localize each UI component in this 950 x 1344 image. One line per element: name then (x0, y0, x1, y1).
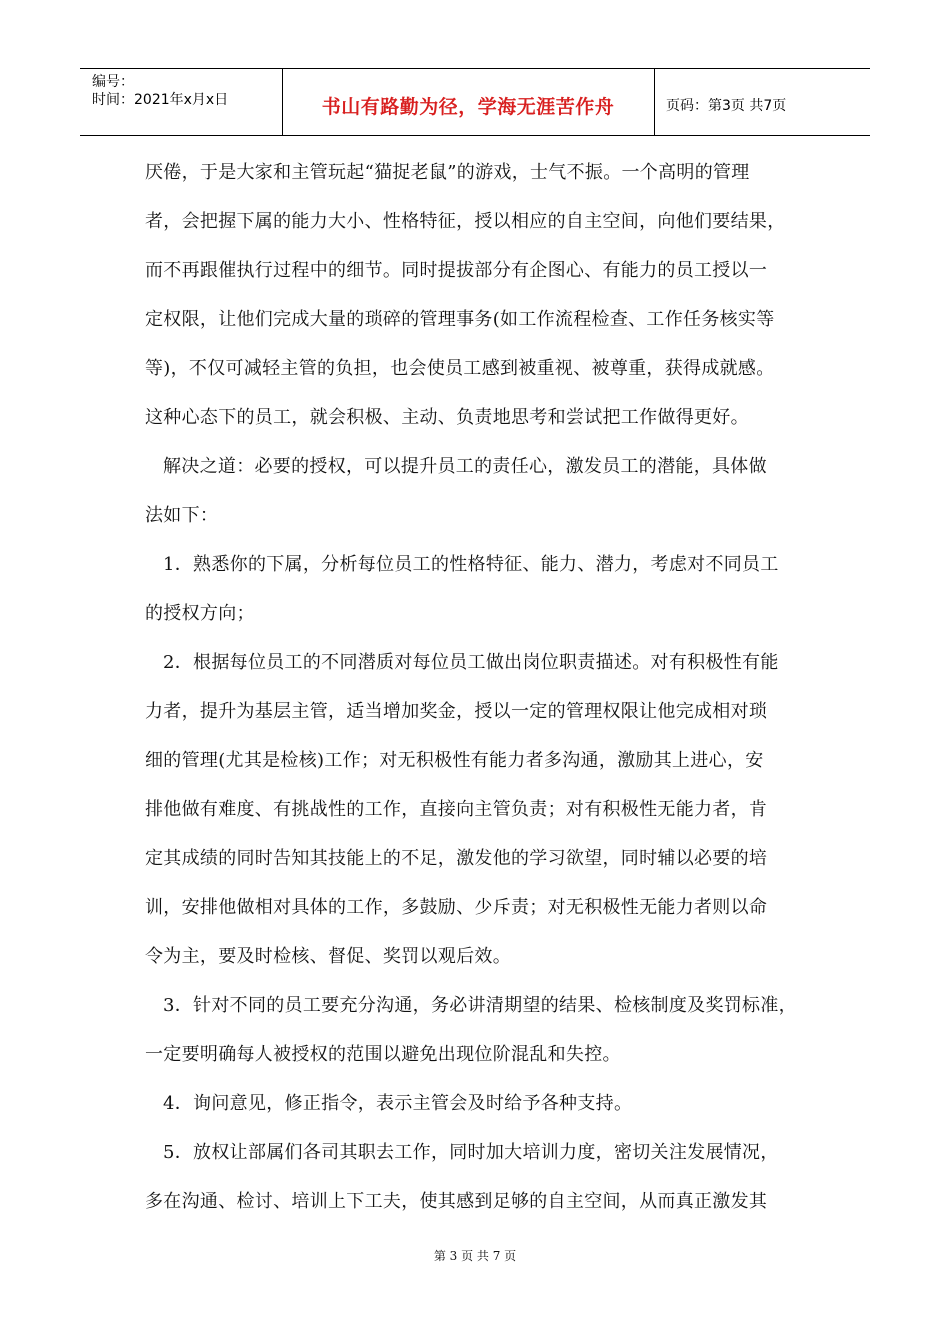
list-item-line: 多在沟通、检讨、培训上下工夫，使其感到足够的自主空间，从而真正激发其 (145, 1191, 768, 1212)
header-meta (80, 69, 283, 135)
list-item-line: 2．根据每位员工的不同潜质对每位员工做出岗位职责描述。对有积极性有能 (163, 652, 779, 673)
list-item-line: 训，安排他做相对具体的工作，多鼓励、少斥责；对无积极性无能力者则以命 (145, 897, 768, 918)
body-line: 定权限，让他们完成大量的琐碎的管理事务(如工作流程检查、工作任务核实等 (145, 309, 775, 330)
list-item-line: 5．放权让部属们各司其职去工作，同时加大培训力度，密切关注发展情况， (163, 1142, 779, 1163)
list-item-line: 一定要明确每人被授权的范围以避免出现位阶混乱和失控。 (145, 1044, 621, 1065)
page-number-label: 页码：第3页 共7页 (666, 98, 787, 114)
document-body (145, 150, 805, 1228)
body-line: 厌倦，于是大家和主管玩起“猫捉老鼠”的游戏，士气不振。一个高明的管理 (145, 162, 750, 183)
list-item-line: 定其成绩的同时告知其技能上的不足，激发他的学习欲望，同时辅以必要的培 (145, 848, 768, 869)
page-header (80, 68, 870, 136)
list-item-line: 3．针对不同的员工要充分沟通，务必讲清期望的结果、检核制度及奖罚标准， (163, 995, 797, 1016)
body-line: 法如下： (145, 505, 219, 526)
body-line: 者，会把握下属的能力大小、性格特征，授以相应的自主空间，向他们要结果， (145, 211, 786, 232)
header-motto-cell (282, 69, 655, 135)
body-line: 而不再跟催执行过程中的细节。同时提拔部分有企图心、有能力的员工授以一 (145, 260, 768, 281)
header-page-cell (654, 69, 870, 135)
number-label: 编号： (92, 74, 134, 90)
motto-text: 书山有路勤为径，学海无涯苦作舟 (321, 95, 615, 118)
list-item-line: 令为主，要及时检核、督促、奖罚以观后效。 (145, 946, 511, 967)
page-footer: 第 3 页 共 7 页 (433, 1249, 517, 1263)
list-item-line: 排他做有难度、有挑战性的工作，直接向主管负责；对有积极性无能力者，肯 (145, 799, 768, 820)
list-item-line: 4．询问意见，修正指令，表示主管会及时给予各种支持。 (163, 1093, 633, 1114)
body-line: 这种心态下的员工，就会积极、主动、负责地思考和尝试把工作做得更好。 (145, 407, 749, 428)
list-item-line: 力者，提升为基层主管，适当增加奖金，授以一定的管理权限让他完成相对琐 (145, 701, 768, 722)
list-item-line: 1．熟悉你的下属，分析每位员工的性格特征、能力、潜力，考虑对不同员工 (163, 554, 779, 575)
body-line: 解决之道：必要的授权，可以提升员工的责任心，激发员工的潜能，具体做 (163, 456, 767, 477)
body-line: 等)，不仅可减轻主管的负担，也会使员工感到被重视、被尊重，获得成就感。 (145, 358, 775, 379)
list-item-line: 细的管理(尤其是检核)工作；对无积极性有能力者多沟通，激励其上进心，安 (145, 750, 764, 771)
time-label: 时间：2021年x月x日 (92, 92, 229, 108)
list-item-line: 的授权方向； (145, 603, 255, 624)
